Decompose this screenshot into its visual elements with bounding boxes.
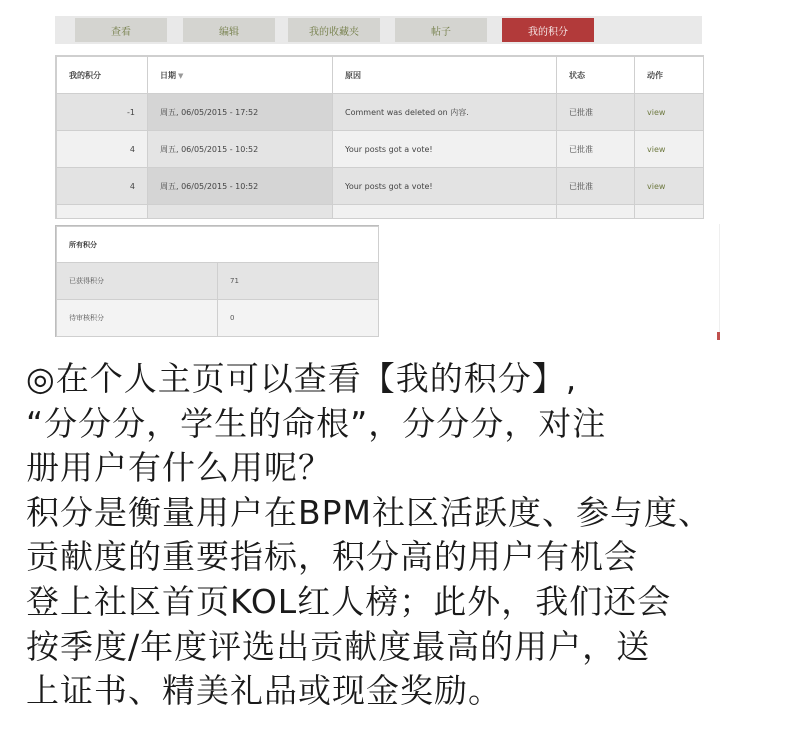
summary-row-earned: [57, 263, 379, 300]
points-cell: 4: [57, 168, 148, 205]
column-header-action: 动作: [635, 57, 704, 94]
table-row: [57, 94, 704, 131]
sort-down-icon[interactable]: ▼: [178, 71, 184, 80]
summary-row-pending: [57, 300, 379, 337]
reason-cell: Your posts got a vote!: [333, 168, 557, 205]
points-history-table: [55, 55, 704, 219]
divider: [719, 224, 720, 334]
reason-cell: Comment was deleted on 内容.: [333, 94, 557, 131]
date-cell: 周五, 06/05/2015 - 10:52: [148, 131, 333, 168]
points-summary-table: [55, 225, 379, 337]
caption-line: ◎在个人主页可以查看【我的积分】,: [26, 359, 578, 398]
date-cell: 周五, 06/05/2015 - 10:52: [148, 168, 333, 205]
caption-line: 按季度/年度评选出贡献度最高的用户，送: [26, 626, 651, 666]
caption-line: 贡献度的重要指标，积分高的用户有机会: [26, 537, 638, 577]
caption-line: 登上社区首页KOL红人榜；此外，我们还会: [26, 581, 672, 621]
pending-points-value: 0: [218, 300, 379, 337]
status-cell: 已批准: [557, 131, 635, 168]
tab-view[interactable]: 查看: [75, 18, 167, 42]
empty-cell: [333, 205, 557, 220]
caption-line: 册用户有什么用呢？: [26, 448, 332, 488]
date-cell: 周五, 06/05/2015 - 17:52: [148, 94, 333, 131]
tab-my-points[interactable]: 我的积分: [502, 18, 594, 42]
pending-points-label: 待审核积分: [57, 300, 218, 337]
tab-posts[interactable]: 帖子: [395, 18, 487, 42]
empty-cell: [557, 205, 635, 220]
summary-header-row: [57, 227, 379, 263]
column-header-reason: 原因: [333, 57, 557, 94]
tab-edit[interactable]: 编辑: [183, 18, 275, 42]
table-row: [57, 131, 704, 168]
summary-title: 所有积分: [57, 227, 379, 263]
view-link[interactable]: view: [647, 144, 666, 154]
caption-line: “分分分，学生的命根”，分分分，对注: [26, 403, 607, 443]
table-header-row: [57, 57, 704, 94]
status-cell: 已批准: [557, 94, 635, 131]
view-link[interactable]: view: [647, 107, 666, 117]
action-cell: [635, 94, 704, 131]
caption-text: [26, 357, 796, 714]
empty-cell: [635, 205, 704, 220]
caption-line: 上证书、精美礼品或现金奖励。: [26, 671, 502, 711]
column-header-date[interactable]: 日期 ▼: [148, 57, 333, 94]
view-link[interactable]: view: [647, 181, 666, 191]
points-cell: -1: [57, 94, 148, 131]
action-cell: [635, 168, 704, 205]
tab-my-favorites[interactable]: 我的收藏夹: [288, 18, 380, 42]
profile-tab-bar: [55, 16, 702, 44]
points-cell: 4: [57, 131, 148, 168]
empty-cell: [148, 205, 333, 220]
action-cell: [635, 131, 704, 168]
empty-cell: [57, 205, 148, 220]
table-row-partial: [57, 205, 704, 220]
caption-line: 积分是衡量用户在BPM社区活跃度、参与度、: [26, 492, 713, 532]
reason-cell: Your posts got a vote!: [333, 131, 557, 168]
table-row: [57, 168, 704, 205]
earned-points-label: 已获得积分: [57, 263, 218, 300]
red-marker: [717, 332, 720, 340]
column-header-points: 我的积分: [57, 57, 148, 94]
earned-points-value: 71: [218, 263, 379, 300]
column-header-status: 状态: [557, 57, 635, 94]
status-cell: 已批准: [557, 168, 635, 205]
